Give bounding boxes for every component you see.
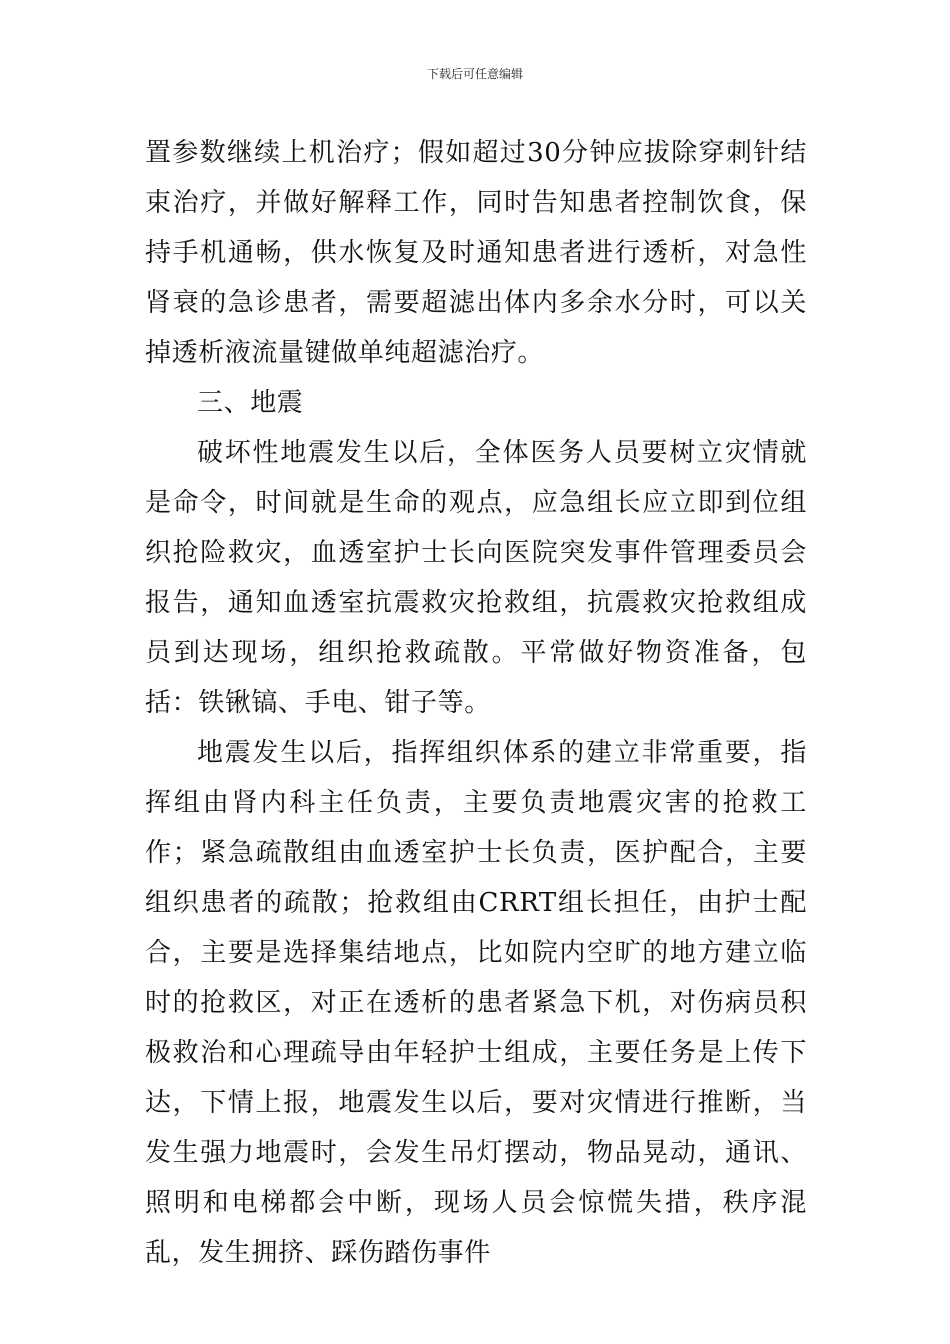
document-body bbox=[145, 128, 807, 1278]
section-heading: 三、地震 bbox=[197, 388, 304, 418]
paragraph-command-organization: 地震发生以后，指挥组织体系的建立非常重要，指挥组由肾内科主任负责，主要负责地震灾害的抢救工作；紧急疏散组由血透室护士长负责，医护配合，主要组织患者的疏散；抢救组由CRRT组长担任，由护士配合，主要是选择集结地点，比如院内空旷的地方建立临时的抢救区，对正在透析的患者紧急下机，对伤病员积极救治和心理疏导由年轻护士组成，主要任务是上传下达，下情上报，地震发生以后，要对灾情进行推断，当发生强力地震时，会发生吊灯摆动，物品晃动，通讯、照明和电梯都会中断，现场人员会惊慌失措，秩序混乱，发生拥挤、踩伤踏伤事件 bbox=[145, 738, 807, 1268]
paragraph-continuation: 置参数继续上机治疗；假如超过30分钟应拔除穿刺针结束治疗，并做好解释工作，同时告知患者控制饮食，保持手机通畅，供水恢复及时通知患者进行透析，对急性肾衰的急诊患者，需要超滤出体内多余水分时，可以关掉透析液流量键做单纯超滤治疗。 bbox=[145, 138, 807, 368]
paragraph-earthquake-response: 破坏性地震发生以后，全体医务人员要树立灾情就是命令，时间就是生命的观点，应急组长应立即到位组织抢险救灾，血透室护士长向医院突发事件管理委员会报告，通知血透室抗震救灾抢救组，抗震救灾抢救组成员到达现场，组织抢救疏散。平常做好物资准备，包括：铁锹镐、手电、钳子等。 bbox=[145, 438, 807, 718]
page-header-note: 下载后可任意编辑 bbox=[426, 67, 523, 81]
